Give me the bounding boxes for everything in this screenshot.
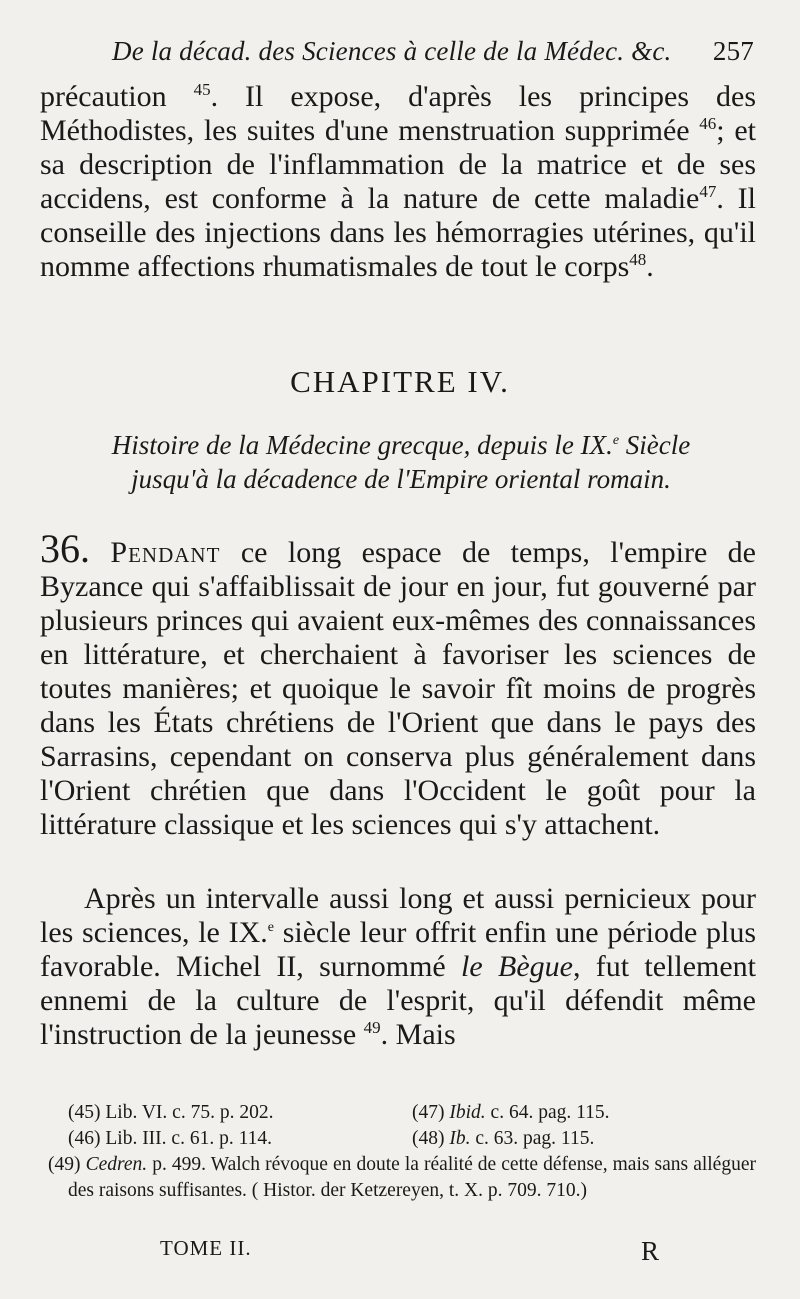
paragraph-3-text: . Mais	[380, 1018, 456, 1051]
chapter-subtitle-line-1b: Siècle	[619, 430, 691, 460]
paragraph-1-text: précaution	[40, 80, 194, 113]
footnote-47-ref: Ibid.	[449, 1102, 486, 1123]
chapter-subtitle-line-2: jusqu'à la décadence de l'Empire oriental romain.	[131, 464, 671, 494]
paragraph-3	[40, 882, 756, 1052]
note-ref-45[interactable]: 45	[193, 80, 211, 99]
running-head	[112, 36, 754, 67]
paragraph-3-text: siècle leur offrit enfin une période plus favorable. Michel II, surnommé	[40, 916, 757, 983]
note-ref-46[interactable]: 46	[699, 114, 717, 133]
paragraph-1-text: . Il expose, d'après les principes des Méthodistes, les suites d'une menstruation supprimée	[40, 80, 756, 147]
footnotes	[48, 1100, 756, 1204]
paragraph-3-text: Après un intervalle aussi long et aussi pernicieux pour les sciences, le	[40, 882, 756, 949]
note-ref-48[interactable]: 48	[629, 250, 647, 269]
century-superscript: e	[267, 920, 274, 935]
footnote-49-number: (49)	[48, 1154, 86, 1175]
footnote-row	[48, 1126, 756, 1152]
paragraph-1-text: .	[646, 250, 654, 283]
paragraph-lead-word: Pendant	[110, 536, 221, 569]
footnote-49-ref: Cedren.	[85, 1154, 148, 1175]
footnote-47	[412, 1100, 756, 1126]
footnote-48-ref: Ib.	[449, 1128, 471, 1149]
note-ref-49[interactable]: 49	[363, 1018, 381, 1037]
paragraph-1-text: . Il conseille des injections dans les hémorragies utérines, qu'il nomme affections rhumatismales de tout le corps	[40, 182, 756, 283]
footnote-49	[48, 1152, 756, 1204]
paragraph-3-text: , fut tellement ennemi de la culture de l'esprit, qu'il défendit même l'instruction de la jeunesse	[40, 950, 756, 1051]
paragraph-36	[40, 526, 756, 842]
paragraph-36-text: ce long espace de temps, l'empire de Byzance qui s'affaiblissait de jour en jour, fut gouverné par plusieurs princes qui avaient eux-mêmes des connaissances en littérature, et cherchaient à favoriser les sciences de toutes manières; et quoique le savoir fît moins de progrès dans les États chrétiens de l'Orient que dans le pays des Sarrasins, cependant on conserva plus généralement dans l'Orient chrétien que dans l'Occident le goût pour la littérature classique et les sciences qui s'y attachent.	[40, 536, 756, 841]
note-ref-47[interactable]: 47	[699, 182, 717, 201]
running-head-title: De la décad. des Sciences à celle de la Médec. &c.	[112, 36, 672, 66]
footnote-48-text: c. 63. pag. 115.	[470, 1128, 595, 1149]
footnote-46: (46) Lib. III. c. 61. p. 114.	[68, 1128, 272, 1149]
footnote-48-number: (48)	[412, 1128, 450, 1149]
paragraph-number: 36.	[40, 526, 90, 571]
footnote-45: (45) Lib. VI. c. 75. p. 202.	[68, 1102, 274, 1123]
chapter-title: CHAPITRE IV.	[290, 364, 510, 399]
paragraph-1	[40, 80, 756, 284]
volume-label: TOME II.	[160, 1236, 252, 1260]
page-footer	[160, 1236, 660, 1266]
paragraph-1-text: ; et sa description de l'inflammation de la matrice et de ses accidens, est conforme à la nature de cette maladie	[40, 114, 756, 215]
chapter-subtitle-superscript: e	[612, 433, 620, 448]
footnote-47-text: c. 64. pag. 115.	[485, 1102, 610, 1123]
chapter-subtitle	[46, 428, 756, 496]
footnote-row	[48, 1100, 756, 1126]
signature-mark: R	[640, 1236, 660, 1266]
page-number: 257	[712, 36, 754, 66]
footnote-49-text: p. 499. Walch révoque en doute la réalité de cette défense, mais sans alléguer des raisons suffisantes. ( Histor. der Ketzereyen, t. X. p. 709. 710.)	[68, 1154, 756, 1201]
century-numeral: IX.	[228, 916, 268, 949]
chapter-subtitle-line-1: Histoire de la Médecine grecque, depuis le IX.	[111, 430, 613, 460]
epithet-le-begue: le Bègue	[461, 950, 573, 983]
footnote-47-number: (47)	[412, 1102, 450, 1123]
footnote-48	[412, 1126, 756, 1152]
